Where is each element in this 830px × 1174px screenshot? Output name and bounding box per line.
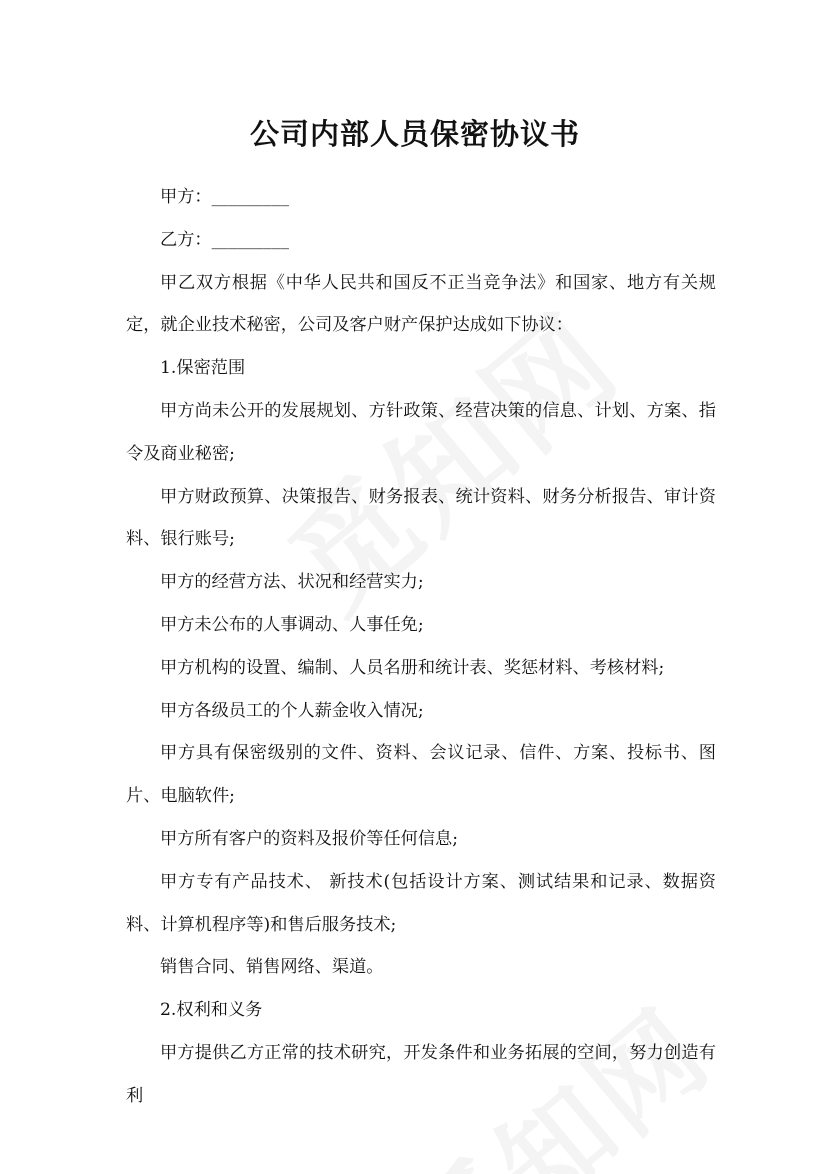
scope-item: 甲方尚未公开的发展规划、方针政策、经营决策的信息、计划、方案、指令及商业秘密;: [126, 400, 716, 464]
rights-paragraph: 甲方提供乙方正常的技术研究，开发条件和业务拓展的空间，努力创造有利: [126, 1042, 716, 1106]
section-heading-rights: 2.权利和义务: [160, 1000, 263, 1021]
scope-item: 甲方财政预算、决策报告、财务报表、统计资料、财务分析报告、审计资料、银行账号;: [126, 486, 716, 550]
scope-item: 甲方各级员工的个人薪金收入情况;: [160, 700, 424, 721]
party-a-line: 甲方：_________: [160, 187, 289, 207]
scope-item: 甲方的经营方法、状况和经营实力;: [160, 572, 424, 593]
document-title: 公司内部人员保密协议书: [249, 117, 580, 151]
preamble-paragraph: 甲乙双方根据《中华人民共和国反不正当竞争法》和国家、地方有关规定，就企业技术秘密，公司及客户财产保护达成如下协议：: [126, 272, 716, 336]
party-b-line: 乙方：_________: [160, 229, 289, 250]
scope-item: 甲方具有保密级别的文件、资料、会议记录、信件、方案、投标书、图片、电脑软件;: [126, 743, 716, 807]
scope-item: 甲方所有客户的资料及报价等任何信息;: [160, 828, 458, 849]
section-heading-scope: 1.保密范围: [160, 358, 246, 379]
scope-item: 甲方专有产品技术、 新技术(包括设计方案、测试结果和记录、数据资料、计算机程序等)和售后服务技术;: [126, 871, 716, 935]
document-body: [126, 176, 716, 1118]
scope-item: 销售合同、销售网络、渠道。: [160, 957, 384, 978]
scope-item: 甲方未公布的人事调动、人事任免;: [160, 614, 424, 635]
scope-item: 甲方机构的设置、编制、人员名册和统计表、奖惩材料、考核材料;: [160, 657, 665, 678]
